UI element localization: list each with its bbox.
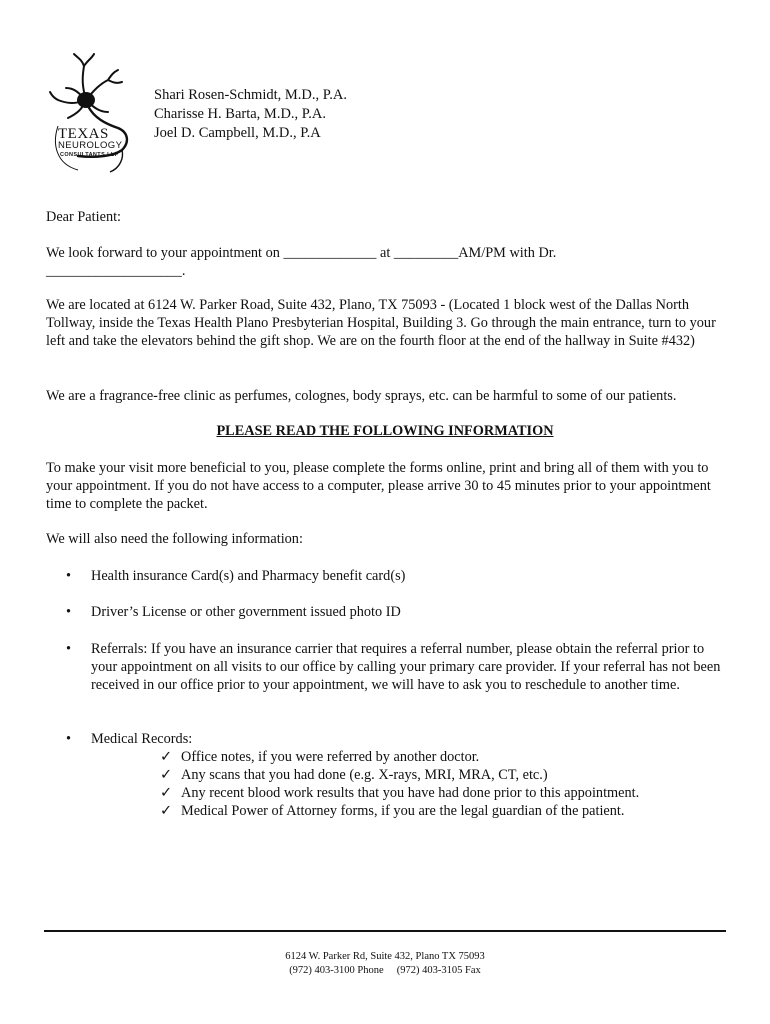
logo-name-sub: NEUROLOGY xyxy=(58,140,123,151)
appointment-line-continued: ___________________. xyxy=(46,263,186,279)
doctor-name: Joel D. Campbell, M.D., P.A xyxy=(154,125,321,141)
bullet-icon: • xyxy=(66,641,72,657)
bullet-icon: • xyxy=(66,731,72,747)
list-item-text: Medical Records: xyxy=(91,731,193,747)
checklist-item-text: Any recent blood work results that you have had done prior to this appointment. xyxy=(181,785,640,801)
logo-name-tiny: CONSULTANTS LLP xyxy=(60,152,119,158)
bullet-icon: • xyxy=(66,568,72,584)
footer-address: 6124 W. Parker Rd, Suite 432, Plano TX 75093 xyxy=(285,951,485,962)
checkmark-icon: ✓ xyxy=(160,767,172,783)
fragrance-paragraph: We are a fragrance-free clinic as perfumes, colognes, body sprays, etc. can be harmful to some of our patients. xyxy=(46,388,677,404)
checkmark-icon: ✓ xyxy=(160,785,172,801)
checklist-item-text: Any scans that you had done (e.g. X-rays, MRI, MRA, CT, etc.) xyxy=(181,767,548,783)
doctor-name: Shari Rosen-Schmidt, M.D., P.A. xyxy=(154,87,347,103)
salutation: Dear Patient: xyxy=(46,209,122,225)
list-item-text: Driver’s License or other government issued photo ID xyxy=(91,604,401,620)
checklist-item xyxy=(160,766,548,784)
doctor-list xyxy=(154,86,347,143)
list-item xyxy=(66,603,726,621)
footer-divider xyxy=(44,930,726,932)
list-item-text: Health insurance Card(s) and Pharmacy benefit card(s) xyxy=(91,568,406,584)
checklist-item xyxy=(160,748,479,766)
doctor-name: Charisse H. Barta, M.D., P.A. xyxy=(154,106,326,122)
checkmark-icon: ✓ xyxy=(160,803,172,819)
footer-phones: (972) 403-3100 Phone (972) 403-3105 Fax xyxy=(289,965,481,976)
appointment-line: We look forward to your appointment on _____________ at _________AM/PM with Dr. xyxy=(46,245,557,261)
forms-paragraph: To make your visit more beneficial to you, please complete the forms online, print and bring all of them with you to your appointment. If you do not have access to a computer, please arrive 30 to 45 minutes prior to your appointment time to complete the packet. xyxy=(46,460,711,512)
list-item xyxy=(66,640,726,694)
list-item xyxy=(66,567,726,585)
location-paragraph: We are located at 6124 W. Parker Road, Suite 432, Plano, TX 75093 - (Located 1 block west of the Dallas North Tollway, inside the Texas Health Plano Presbyterian Hospital, Building 3. Go through the main entrance, turn to your left and take the elevators behind the gift shop. We are on the fourth floor at the end of the hallway in Suite #432) xyxy=(46,297,716,349)
bullet-icon: • xyxy=(66,604,72,620)
checklist-item xyxy=(160,784,639,802)
logo-name-main: TEXAS xyxy=(58,126,109,142)
checklist-item-text: Office notes, if you were referred by another doctor. xyxy=(181,749,480,765)
also-need-paragraph: We will also need the following information: xyxy=(46,531,303,547)
appointment-paragraph xyxy=(46,244,736,280)
section-heading: PLEASE READ THE FOLLOWING INFORMATION xyxy=(216,423,554,439)
list-item xyxy=(66,730,726,748)
checkmark-icon: ✓ xyxy=(160,749,172,765)
list-item-text: Referrals: If you have an insurance carrier that requires a referral number, please obtain the referral prior to your appointment on all visits to our office by calling your primary care provider. If your referral has not been received in our office prior to your appointment, we will have to ask you to reschedule to another time. xyxy=(91,641,721,693)
checklist-item-text: Medical Power of Attorney forms, if you are the legal guardian of the patient. xyxy=(181,803,625,819)
checklist-item xyxy=(160,802,624,820)
